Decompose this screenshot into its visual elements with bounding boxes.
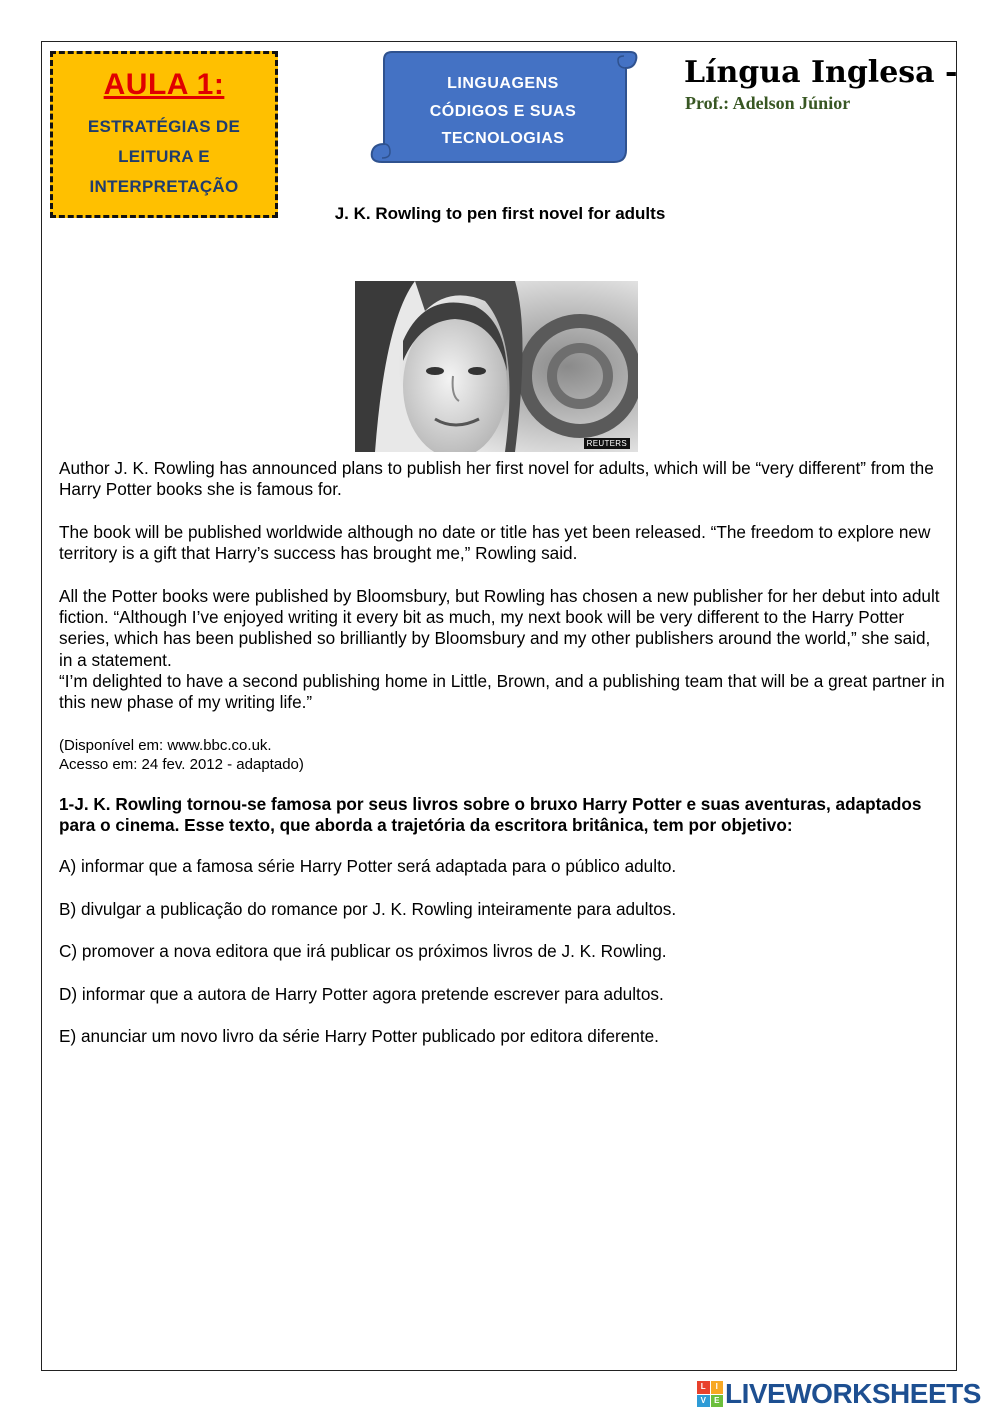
logo-letter: I: [711, 1381, 724, 1394]
logo-mark-icon: [697, 1381, 723, 1407]
article-paragraph: Author J. K. Rowling has announced plans to publish her first novel for adults, which will be “very different” from the Harry Potter books she is famous for.: [59, 458, 934, 500]
answer-option-d[interactable]: D) informar que a autora de Harry Potter agora pretende escrever para adultos.: [59, 984, 664, 1004]
question-prompt: 1-J. K. Rowling tornou-se famosa por seus livros sobre o bruxo Harry Potter e suas aventuras, adaptados para o cinema. Esse texto, que aborda a trajetória da escritora britânica, tem por objetivo:: [59, 794, 922, 836]
answer-option-c[interactable]: C) promover a nova editora que irá publicar os próximos livros de J. K. Rowling.: [59, 941, 667, 961]
source-citation: [59, 736, 304, 774]
logo-letter: L: [697, 1381, 710, 1394]
answer-option-e[interactable]: E) anunciar um novo livro da série Harry Potter publicado por editora diferente.: [59, 1026, 659, 1046]
lesson-subtitle-line: LEITURA E: [118, 147, 210, 166]
banner-line: LINGUAGENS: [447, 75, 559, 92]
lesson-box: [50, 51, 278, 218]
photo-credit: REUTERS: [584, 438, 630, 449]
lesson-subtitle: [53, 112, 275, 202]
article-paragraph: [59, 586, 947, 713]
area-banner: [368, 50, 638, 165]
portrait-illustration: [355, 281, 638, 452]
article-paragraph-text: “I’m delighted to have a second publishing home in Little, Brown, and a publishing team that will be a great partner in this new phase of my writing life.”: [59, 670, 945, 713]
answer-option-a[interactable]: A) informar que a famosa série Harry Potter será adaptada para o público adulto.: [59, 856, 677, 876]
lesson-subtitle-line: ESTRATÉGIAS DE: [87, 117, 241, 136]
logo-text: LIVEWORKSHEETS: [725, 1378, 981, 1409]
article-title: J. K. Rowling to pen first novel for adults: [334, 204, 666, 223]
logo-letter: V: [697, 1395, 710, 1408]
lesson-title: AULA 1:: [103, 68, 225, 101]
answer-option-b[interactable]: B) divulgar a publicação do romance por J. K. Rowling inteiramente para adultos.: [59, 899, 677, 919]
article-paragraph: The book will be published worldwide although no date or title has yet been released. “The freedom to explore new territory is a gift that Harry’s success has brought me,” Rowling said.: [59, 522, 931, 564]
logo-letter: E: [711, 1395, 724, 1408]
article-paragraph-text: All the Potter books were published by Bloomsbury, but Rowling has chosen a new publisher for her debut into adult fiction. “Although I’ve enjoyed writing it every bit as much, my next book will be very different to the Harry Potter series, which has been published so brilliantly by Bloomsbury and my other publishers around the world,” she said, in a statement.: [59, 586, 940, 670]
banner-line: TECNOLOGIAS: [441, 130, 565, 147]
author-photo: [355, 281, 638, 452]
subject-title: Língua Inglesa -: [684, 55, 958, 90]
banner-line: CÓDIGOS E SUAS: [429, 102, 577, 120]
lesson-subtitle-line: INTERPRETAÇÃO: [89, 177, 239, 196]
source-line: Acesso em: 24 fev. 2012 - adaptado): [59, 756, 304, 773]
liveworksheets-logo: [697, 1378, 981, 1410]
area-banner-text: [378, 70, 628, 153]
source-line: (Disponível em: www.bbc.co.uk.: [59, 737, 272, 754]
teacher-name: Prof.: Adelson Júnior: [685, 93, 851, 113]
